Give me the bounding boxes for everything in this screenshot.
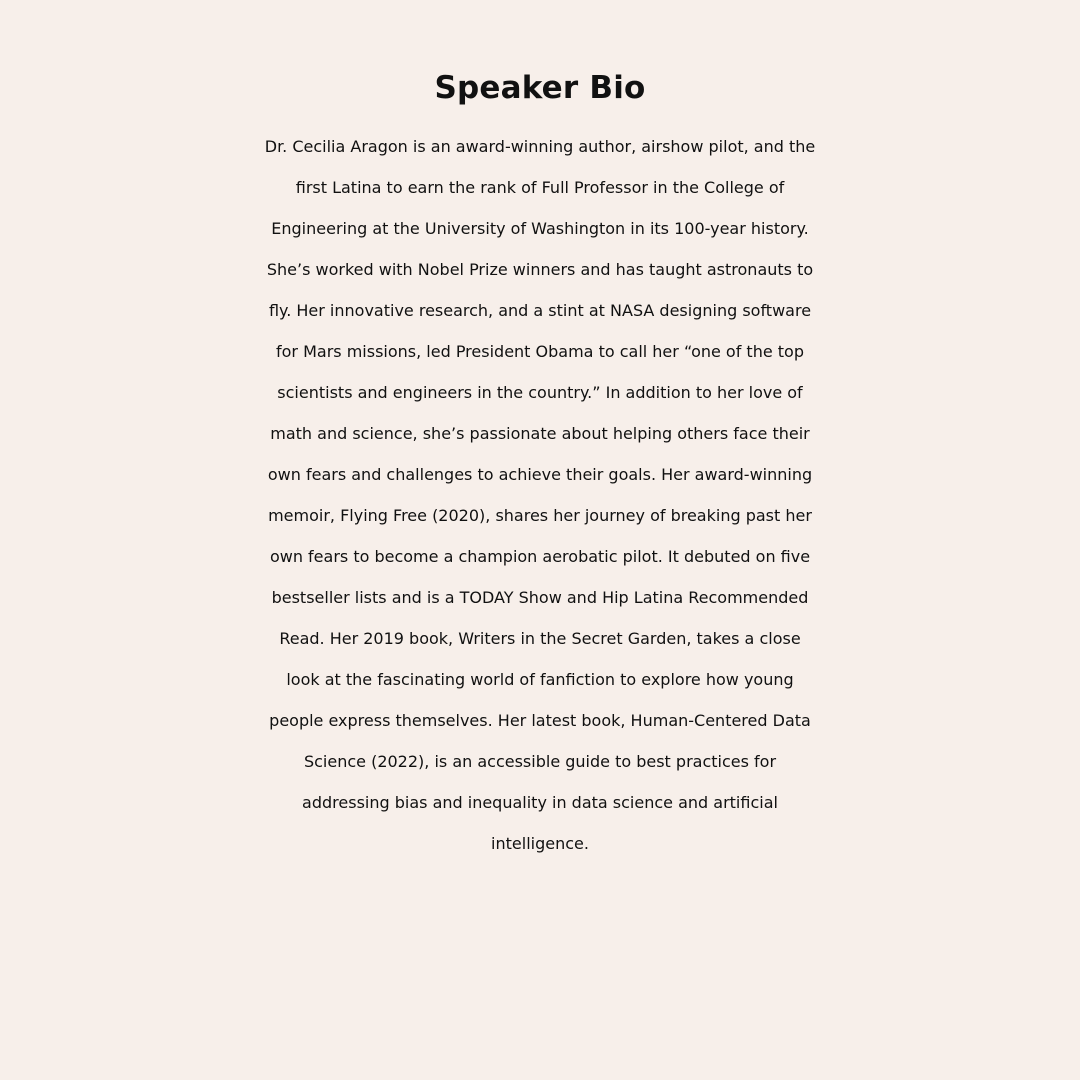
bio-line: bestseller lists and is a TODAY Show and Hip Latina Recommended <box>271 588 809 607</box>
bio-line: Dr. Cecilia Aragon is an award-winning author, airshow pilot, and the <box>264 137 816 156</box>
bio-line: Science (2022), is an accessible guide to best practices for <box>303 752 777 771</box>
bio-line: math and science, she’s passionate about helping others face their <box>270 424 810 443</box>
bio-text-block <box>0 126 1080 864</box>
page-title: Speaker Bio <box>434 70 646 106</box>
bio-line: for Mars missions, led President Obama to call her “one of the top <box>276 342 804 361</box>
bio-line: addressing bias and inequality in data science and artificial <box>302 793 778 812</box>
bio-line: Engineering at the University of Washington in its 100-year history. <box>271 219 809 238</box>
bio-line: first Latina to earn the rank of Full Professor in the College of <box>295 178 785 197</box>
bio-line: own fears and challenges to achieve their goals. Her award-winning <box>267 465 813 484</box>
bio-line: intelligence. <box>491 834 589 853</box>
bio-line: look at the fascinating world of fanfiction to explore how young <box>286 670 794 689</box>
bio-line: memoir, Flying Free (2020), shares her journey of breaking past her <box>268 506 812 525</box>
bio-line: own fears to become a champion aerobatic pilot. It debuted on five <box>269 547 811 566</box>
bio-line: scientists and engineers in the country.” In addition to her love of <box>277 383 803 402</box>
bio-line: Read. Her 2019 book, Writers in the Secret Garden, takes a close <box>279 629 801 648</box>
bio-line: fly. Her innovative research, and a stint at NASA designing software <box>268 301 812 320</box>
bio-line: people express themselves. Her latest book, Human-Centered Data <box>269 711 811 730</box>
bio-line: She’s worked with Nobel Prize winners and has taught astronauts to <box>266 260 814 279</box>
